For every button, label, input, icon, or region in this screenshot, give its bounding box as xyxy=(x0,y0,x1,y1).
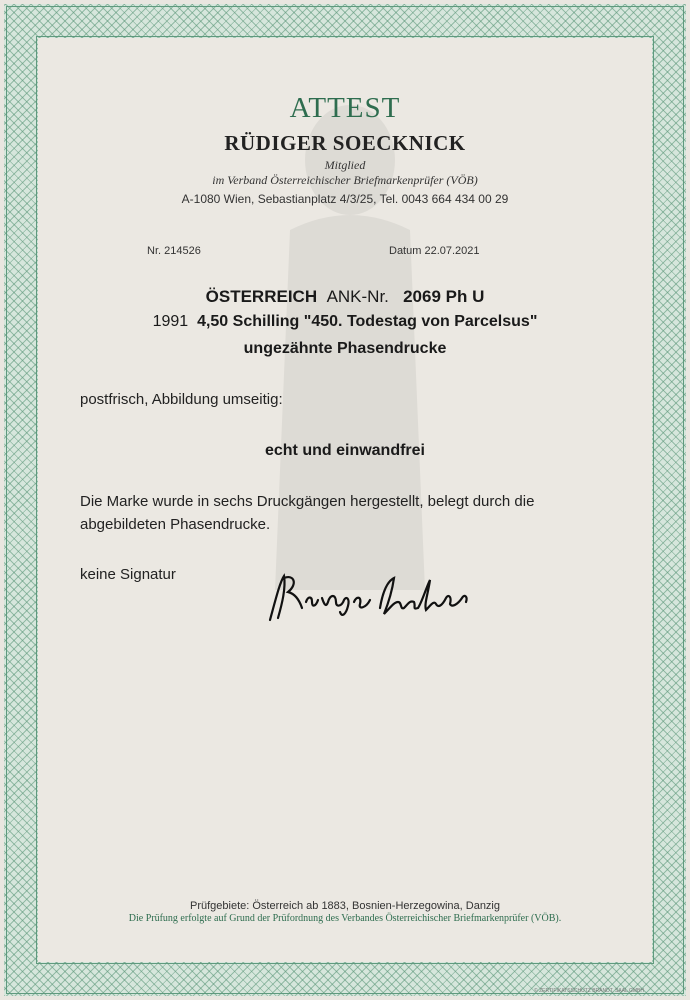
item-heading xyxy=(0,287,690,307)
note-line-2: abgebildeten Phasendrucke. xyxy=(80,516,271,533)
membership-label: Mitglied xyxy=(324,158,366,172)
item-country: ÖSTERREICH xyxy=(205,287,318,306)
item-year: 1991 xyxy=(152,313,189,330)
printer-imprint: © ZERTIFIKATSSCHUTZ BRANDT, SAAL GMBH xyxy=(534,988,644,994)
certificate-number: Nr. 214526 xyxy=(147,245,201,257)
item-description-line xyxy=(0,313,690,331)
certificate-title: ATTEST xyxy=(289,92,401,124)
examination-regions: Prüfgebiete: Österreich ab 1883, Bosnien-Herzegowina, Danzig xyxy=(189,900,500,912)
association-line: im Verband Österreichischer Briefmarkenprüfer (VÖB) xyxy=(212,173,478,187)
examination-rules: Die Prüfung erfolgte auf Grund der Prüfordnung des Verbandes Österreichischer Briefmarkenprüfer (VÖB). xyxy=(128,913,562,924)
signature-note: keine Signatur xyxy=(80,566,176,583)
examiner-name: RÜDIGER SOECKNICK xyxy=(224,131,466,155)
examiner-address: A-1080 Wien, Sebastianplatz 4/3/25, Tel. 0043 664 434 00 29 xyxy=(181,192,509,206)
item-catalog-number: 2069 Ph U xyxy=(403,287,485,306)
item-description: 4,50 Schilling "450. Todestag von Parcelsus" xyxy=(197,313,538,330)
handwritten-signature xyxy=(262,568,482,628)
certificate-date: Datum 22.07.2021 xyxy=(389,245,480,257)
verdict-text: echt und einwandfrei xyxy=(264,442,425,459)
note-line-1: Die Marke wurde in sechs Druckgängen hergestellt, belegt durch die xyxy=(80,493,535,510)
item-catalog: ANK-Nr. xyxy=(326,287,389,306)
condition-text: postfrisch, Abbildung umseitig: xyxy=(80,391,283,408)
item-variant: ungezähnte Phasendrucke xyxy=(243,340,447,357)
